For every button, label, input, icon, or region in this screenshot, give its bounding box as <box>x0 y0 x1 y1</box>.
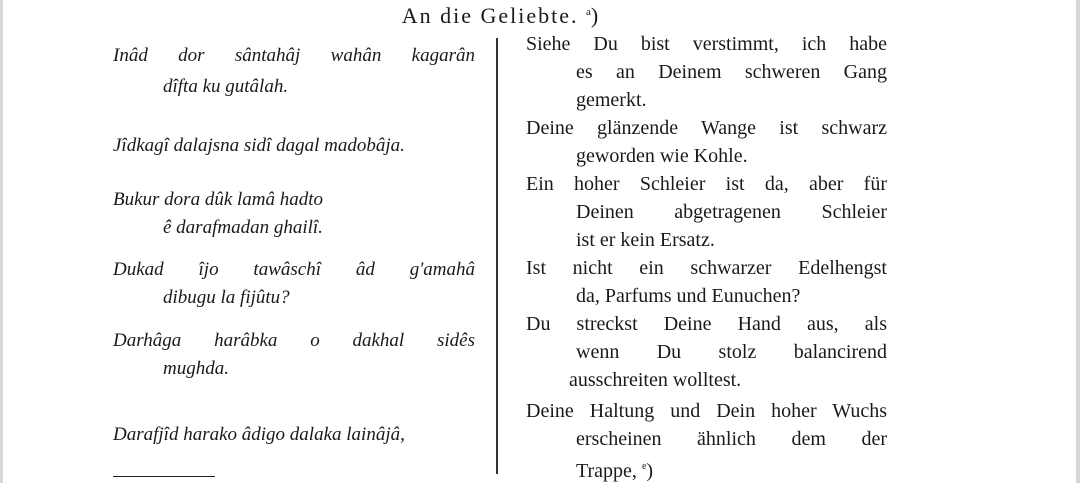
title-footnote-close: ) <box>590 3 599 28</box>
german-translation-line: Ein hoher Schleier ist da, aber für <box>526 173 887 195</box>
somali-verse-line: mughda. <box>163 358 229 379</box>
page-edge-right <box>1076 0 1080 483</box>
somali-verse-line: Bukur dora dûk lamâ hadto <box>113 189 324 210</box>
german-translation-line: Deine glänzende Wange ist schwarz <box>526 117 887 139</box>
somali-verse-line: Inâd dor sântahâj wahân kagarân <box>113 45 475 66</box>
german-translation-line: ist er kein Ersatz. <box>576 229 715 251</box>
somali-verse-line: Darhâga harâbka o dakhal sidês <box>113 330 475 351</box>
german-translation-line: geworden wie Kohle. <box>576 145 748 167</box>
poem-title-text: An die Geliebte. <box>401 3 579 28</box>
title-footnote-mark: a <box>586 6 591 18</box>
german-translation-line: Ist nicht ein schwarzer Edelhengst <box>526 257 887 279</box>
column-divider <box>496 38 498 474</box>
german-translation-line: Deinen abgetragenen Schleier <box>576 201 887 223</box>
somali-verse-line: ê darafmadan ghailî. <box>163 217 323 238</box>
somali-verse-line: Jîdkagî dalajsna sidî dagal madobâja. <box>113 135 405 156</box>
somali-verse-line: Dukad îjo tawâschî âd g'amahâ <box>113 259 475 280</box>
german-translation-line: erscheinen ähnlich dem der <box>576 428 887 450</box>
somali-verse-line: Darafjîd harako âdigo dalaka lainâjâ, <box>113 424 405 445</box>
german-translation-line: gemerkt. <box>576 89 647 111</box>
german-translation-line: wenn Du stolz balancirend <box>576 341 887 363</box>
page-edge-left <box>0 0 3 483</box>
german-translation-line: Du streckst Deine Hand aus, als <box>526 313 887 335</box>
somali-verse-line: dibugu la fijûtu? <box>163 287 290 308</box>
german-translation-line: Siehe Du bist verstimmt, ich habe <box>526 33 887 55</box>
footnote-separator-rule <box>113 476 215 477</box>
german-translation-line-last <box>576 453 887 483</box>
german-translation-line: es an Deinem schweren Gang <box>576 61 887 83</box>
poem-title <box>0 3 1000 29</box>
somali-verse-line: dîfta ku gutâlah. <box>163 76 289 97</box>
german-translation-line: da, Parfums und Eunuchen? <box>576 285 801 307</box>
right-footnote-close: ) <box>646 460 654 482</box>
german-translation-line: Deine Haltung und Dein hoher Wuchs <box>526 400 887 422</box>
german-translation-line: ausschreiten wolltest. <box>569 369 742 391</box>
german-translation-text: Trappe, <box>576 460 637 482</box>
right-footnote-mark: e <box>641 461 647 472</box>
